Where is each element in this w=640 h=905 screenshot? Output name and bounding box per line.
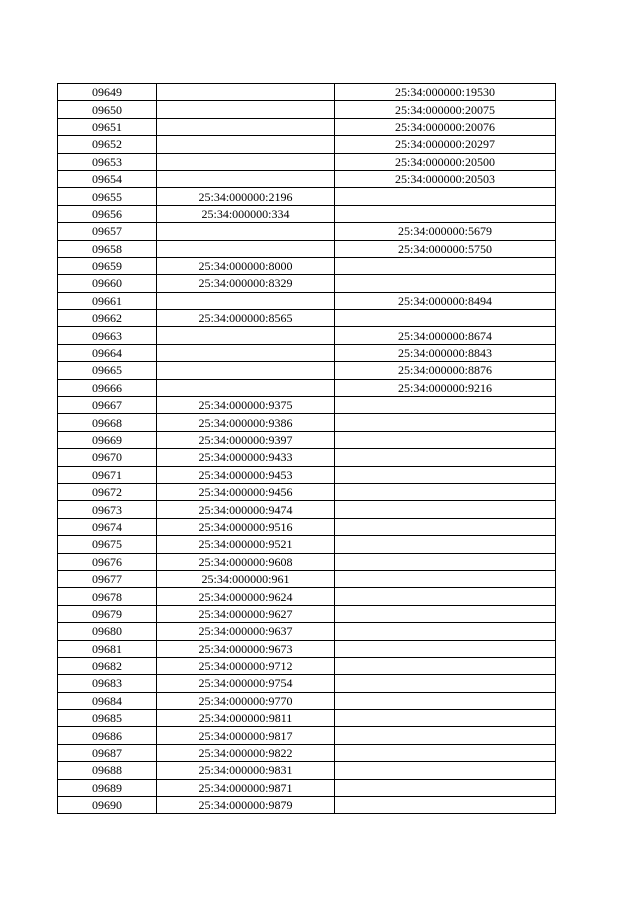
cadastral-number-alt-cell (335, 257, 556, 274)
table-row (58, 449, 556, 466)
row-number-cell: 09651 (58, 118, 157, 135)
row-number-cell: 09664 (58, 344, 157, 361)
cadastral-number-alt-cell: 25:34:000000:8494 (335, 292, 556, 309)
row-number-cell: 09680 (58, 623, 157, 640)
row-number-cell: 09684 (58, 692, 157, 709)
row-number-cell: 09688 (58, 762, 157, 779)
row-number-cell: 09660 (58, 275, 157, 292)
cadastral-number-cell: 25:34:000000:9608 (157, 553, 335, 570)
cadastral-number-cell: 25:34:000000:9831 (157, 762, 335, 779)
table-row (58, 570, 556, 587)
table-row (58, 118, 556, 135)
row-number-cell: 09653 (58, 153, 157, 170)
row-number-cell: 09663 (58, 327, 157, 344)
table-row (58, 623, 556, 640)
table-row (58, 536, 556, 553)
row-number-cell: 09650 (58, 101, 157, 118)
cadastral-number-cell: 25:34:000000:9521 (157, 536, 335, 553)
row-number-cell: 09656 (58, 205, 157, 222)
row-number-cell: 09689 (58, 779, 157, 796)
table-row (58, 692, 556, 709)
cadastral-number-alt-cell: 25:34:000000:20076 (335, 118, 556, 135)
cadastral-number-cell: 25:34:000000:9712 (157, 657, 335, 674)
table-row (58, 188, 556, 205)
cadastral-number-cell: 25:34:000000:9637 (157, 623, 335, 640)
cadastral-number-alt-cell (335, 657, 556, 674)
cadastral-number-alt-cell (335, 275, 556, 292)
cadastral-number-alt-cell: 25:34:000000:8674 (335, 327, 556, 344)
cadastral-number-cell: 25:34:000000:8329 (157, 275, 335, 292)
row-number-cell: 09687 (58, 744, 157, 761)
cadastral-number-cell: 25:34:000000:9817 (157, 727, 335, 744)
table-row (58, 501, 556, 518)
cadastral-number-cell: 25:34:000000:9822 (157, 744, 335, 761)
cadastral-number-alt-cell: 25:34:000000:20075 (335, 101, 556, 118)
cadastral-number-alt-cell (335, 205, 556, 222)
row-number-cell: 09665 (58, 362, 157, 379)
cadastral-number-alt-cell (335, 797, 556, 814)
cadastral-number-cell (157, 153, 335, 170)
cadastral-number-alt-cell (335, 188, 556, 205)
table-row (58, 310, 556, 327)
cadastral-number-alt-cell (335, 310, 556, 327)
row-number-cell: 09661 (58, 292, 157, 309)
cadastral-number-alt-cell (335, 640, 556, 657)
cadastral-number-alt-cell: 25:34:000000:20503 (335, 170, 556, 187)
cadastral-number-alt-cell (335, 744, 556, 761)
row-number-cell: 09685 (58, 710, 157, 727)
cadastral-number-cell: 25:34:000000:2196 (157, 188, 335, 205)
cadastral-number-cell (157, 101, 335, 118)
table-row (58, 605, 556, 622)
cadastral-number-cell (157, 379, 335, 396)
table-row (58, 327, 556, 344)
cadastral-number-alt-cell (335, 727, 556, 744)
cadastral-number-alt-cell (335, 483, 556, 500)
cadastral-number-cell: 25:34:000000:9375 (157, 397, 335, 414)
table-body (58, 84, 556, 814)
table-row (58, 101, 556, 118)
cadastral-number-alt-cell (335, 762, 556, 779)
cadastral-number-alt-cell: 25:34:000000:9216 (335, 379, 556, 396)
cadastral-number-cell (157, 292, 335, 309)
table-row (58, 275, 556, 292)
cadastral-number-cell: 25:34:000000:9453 (157, 466, 335, 483)
cadastral-number-alt-cell (335, 779, 556, 796)
row-number-cell: 09673 (58, 501, 157, 518)
row-number-cell: 09655 (58, 188, 157, 205)
table-row (58, 257, 556, 274)
table-row (58, 431, 556, 448)
row-number-cell: 09681 (58, 640, 157, 657)
cadastral-number-cell: 25:34:000000:9624 (157, 588, 335, 605)
cadastral-number-cell: 25:34:000000:9770 (157, 692, 335, 709)
cadastral-table (57, 83, 556, 814)
row-number-cell: 09671 (58, 466, 157, 483)
cadastral-number-alt-cell: 25:34:000000:19530 (335, 84, 556, 101)
cadastral-number-alt-cell (335, 588, 556, 605)
table-row (58, 710, 556, 727)
cadastral-number-cell: 25:34:000000:9474 (157, 501, 335, 518)
row-number-cell: 09679 (58, 605, 157, 622)
cadastral-number-cell (157, 223, 335, 240)
row-number-cell: 09686 (58, 727, 157, 744)
cadastral-number-cell: 25:34:000000:961 (157, 570, 335, 587)
table-row (58, 344, 556, 361)
row-number-cell: 09669 (58, 431, 157, 448)
table-row (58, 779, 556, 796)
table-row (58, 240, 556, 257)
table-row (58, 466, 556, 483)
row-number-cell: 09670 (58, 449, 157, 466)
row-number-cell: 09662 (58, 310, 157, 327)
cadastral-number-alt-cell: 25:34:000000:5679 (335, 223, 556, 240)
row-number-cell: 09674 (58, 518, 157, 535)
table-row (58, 762, 556, 779)
table-row (58, 797, 556, 814)
cadastral-number-alt-cell (335, 518, 556, 535)
row-number-cell: 09667 (58, 397, 157, 414)
row-number-cell: 09668 (58, 414, 157, 431)
table-row (58, 223, 556, 240)
cadastral-number-cell: 25:34:000000:9811 (157, 710, 335, 727)
table-row (58, 153, 556, 170)
cadastral-number-cell: 25:34:000000:9673 (157, 640, 335, 657)
cadastral-number-cell: 25:34:000000:8000 (157, 257, 335, 274)
cadastral-number-cell (157, 362, 335, 379)
table-row (58, 483, 556, 500)
cadastral-number-cell (157, 344, 335, 361)
table-row (58, 397, 556, 414)
row-number-cell: 09672 (58, 483, 157, 500)
cadastral-number-cell (157, 327, 335, 344)
row-number-cell: 09659 (58, 257, 157, 274)
row-number-cell: 09649 (58, 84, 157, 101)
cadastral-number-cell (157, 170, 335, 187)
table-row (58, 744, 556, 761)
cadastral-number-cell: 25:34:000000:9879 (157, 797, 335, 814)
cadastral-number-alt-cell: 25:34:000000:20500 (335, 153, 556, 170)
cadastral-number-alt-cell (335, 536, 556, 553)
cadastral-number-alt-cell (335, 710, 556, 727)
cadastral-number-alt-cell: 25:34:000000:8843 (335, 344, 556, 361)
table-row (58, 640, 556, 657)
cadastral-number-alt-cell (335, 553, 556, 570)
cadastral-number-cell: 25:34:000000:9386 (157, 414, 335, 431)
cadastral-number-alt-cell: 25:34:000000:5750 (335, 240, 556, 257)
table-row (58, 84, 556, 101)
row-number-cell: 09677 (58, 570, 157, 587)
row-number-cell: 09682 (58, 657, 157, 674)
cadastral-number-alt-cell (335, 570, 556, 587)
table-row (58, 170, 556, 187)
row-number-cell: 09658 (58, 240, 157, 257)
row-number-cell: 09657 (58, 223, 157, 240)
table-row (58, 205, 556, 222)
table-row (58, 657, 556, 674)
cadastral-number-cell (157, 136, 335, 153)
cadastral-number-alt-cell (335, 449, 556, 466)
cadastral-number-cell (157, 118, 335, 135)
row-number-cell: 09654 (58, 170, 157, 187)
table-row (58, 379, 556, 396)
cadastral-number-alt-cell (335, 623, 556, 640)
row-number-cell: 09666 (58, 379, 157, 396)
cadastral-number-cell: 25:34:000000:9754 (157, 675, 335, 692)
cadastral-number-cell (157, 240, 335, 257)
cadastral-number-cell (157, 84, 335, 101)
cadastral-number-cell: 25:34:000000:9456 (157, 483, 335, 500)
row-number-cell: 09652 (58, 136, 157, 153)
cadastral-number-alt-cell: 25:34:000000:20297 (335, 136, 556, 153)
row-number-cell: 09675 (58, 536, 157, 553)
row-number-cell: 09690 (58, 797, 157, 814)
table-row (58, 292, 556, 309)
table-row (58, 136, 556, 153)
table-row (58, 362, 556, 379)
table-row (58, 675, 556, 692)
cadastral-number-alt-cell: 25:34:000000:8876 (335, 362, 556, 379)
cadastral-number-cell: 25:34:000000:9627 (157, 605, 335, 622)
table-row (58, 414, 556, 431)
cadastral-number-cell: 25:34:000000:9516 (157, 518, 335, 535)
row-number-cell: 09676 (58, 553, 157, 570)
cadastral-number-cell: 25:34:000000:9871 (157, 779, 335, 796)
table-row (58, 588, 556, 605)
row-number-cell: 09678 (58, 588, 157, 605)
cadastral-number-alt-cell (335, 692, 556, 709)
cadastral-number-cell: 25:34:000000:8565 (157, 310, 335, 327)
cadastral-number-alt-cell (335, 501, 556, 518)
table-row (58, 727, 556, 744)
cadastral-number-alt-cell (335, 397, 556, 414)
cadastral-number-alt-cell (335, 466, 556, 483)
cadastral-number-alt-cell (335, 605, 556, 622)
cadastral-number-cell: 25:34:000000:334 (157, 205, 335, 222)
cadastral-number-alt-cell (335, 414, 556, 431)
table-row (58, 553, 556, 570)
row-number-cell: 09683 (58, 675, 157, 692)
cadastral-number-alt-cell (335, 431, 556, 448)
table-row (58, 518, 556, 535)
cadastral-number-cell: 25:34:000000:9397 (157, 431, 335, 448)
cadastral-number-alt-cell (335, 675, 556, 692)
cadastral-number-cell: 25:34:000000:9433 (157, 449, 335, 466)
